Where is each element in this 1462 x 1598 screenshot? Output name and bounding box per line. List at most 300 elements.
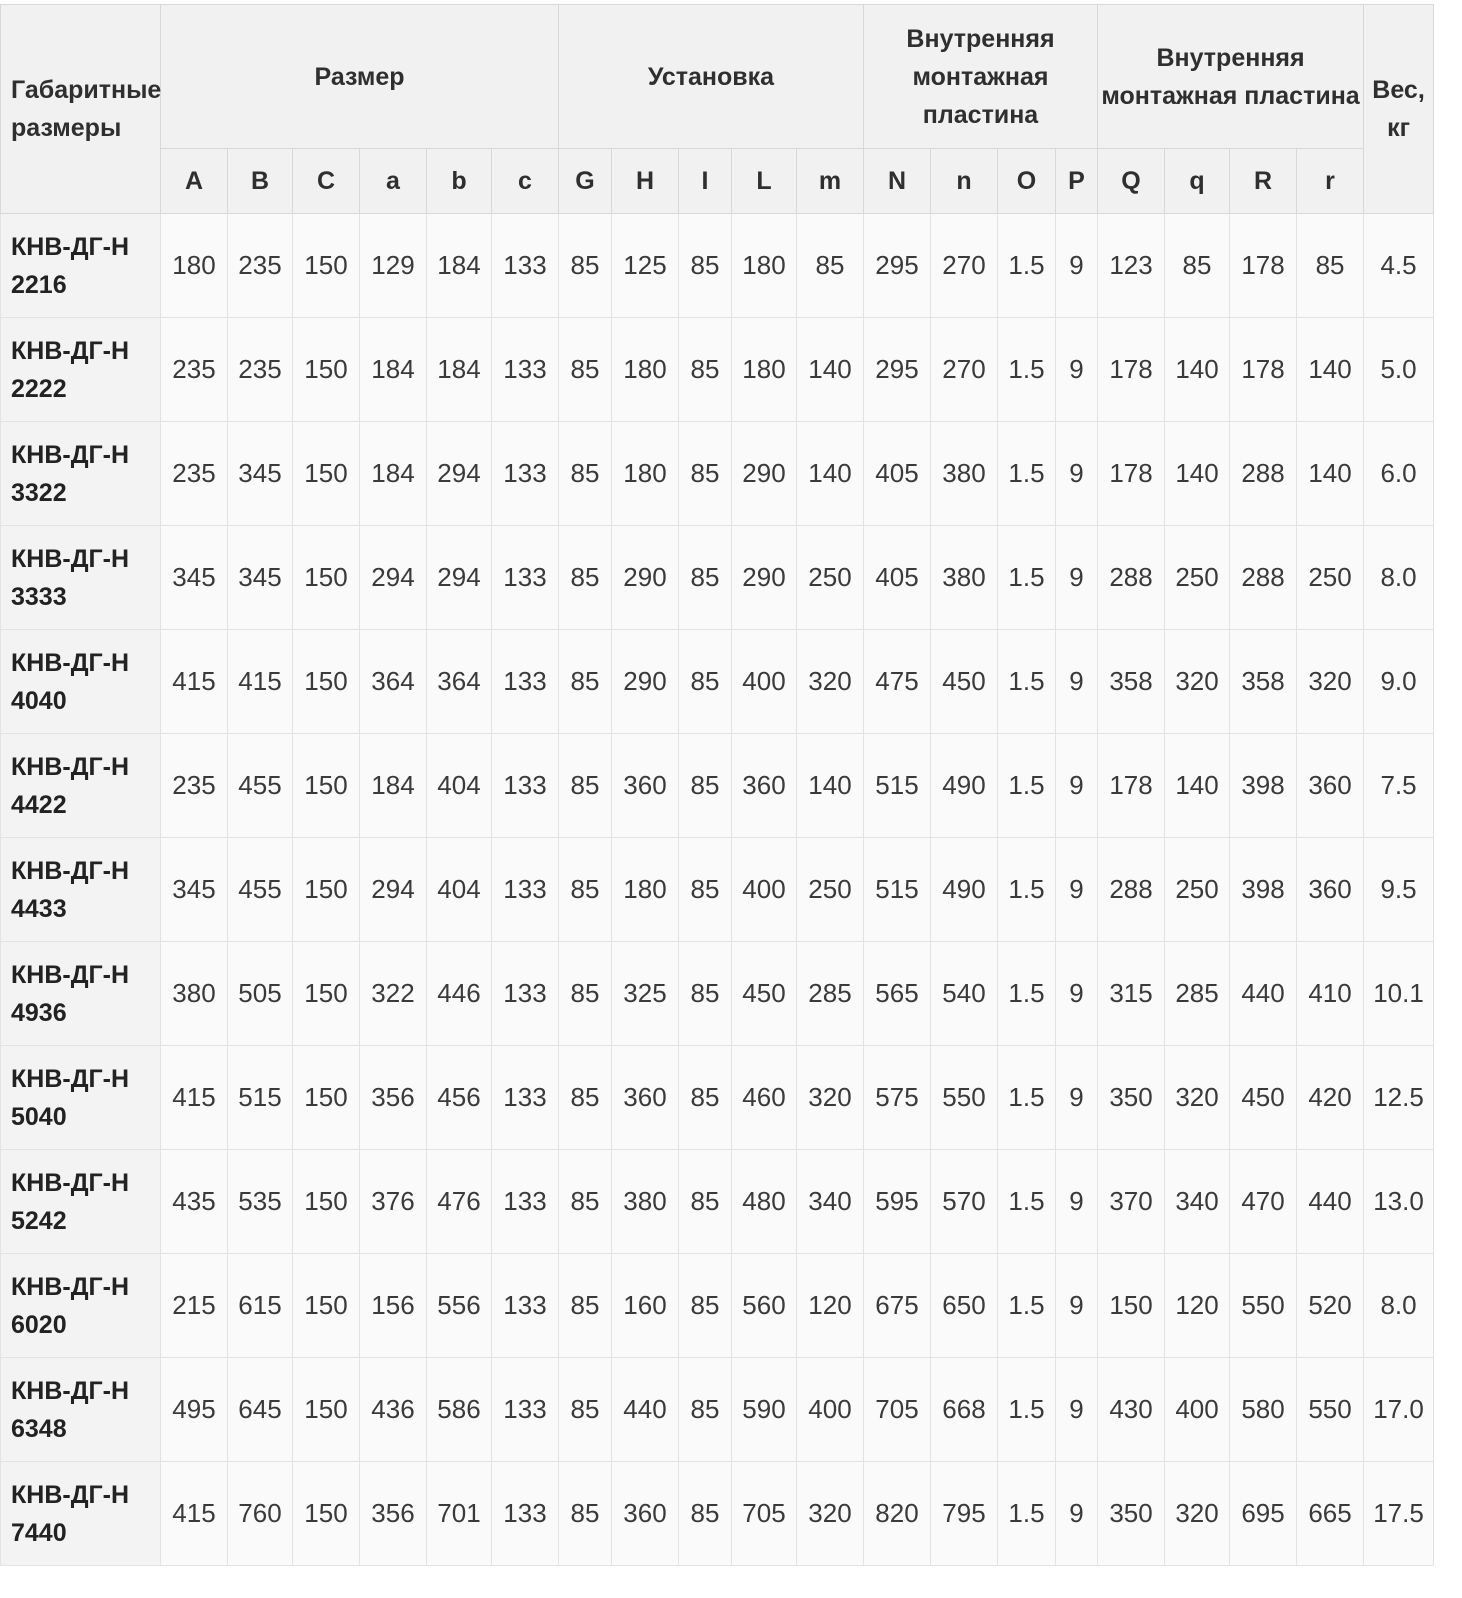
value-cell: 150	[293, 422, 360, 526]
value-cell: 405	[864, 422, 931, 526]
value-cell: 405	[864, 526, 931, 630]
value-cell: 400	[732, 630, 797, 734]
value-cell: 133	[492, 1150, 559, 1254]
value-cell: 540	[931, 942, 998, 1046]
value-cell: 340	[1165, 1150, 1230, 1254]
subcolumn-header: B	[228, 149, 293, 214]
value-cell: 178	[1098, 734, 1165, 838]
value-cell: 360	[612, 734, 679, 838]
model-cell: КНВ-ДГ-Н 4433	[1, 838, 161, 942]
value-cell: 133	[492, 1462, 559, 1566]
value-cell: 1.5	[998, 318, 1056, 422]
subcolumn-header: m	[797, 149, 864, 214]
value-cell: 345	[161, 838, 228, 942]
value-cell: 178	[1098, 318, 1165, 422]
value-cell: 460	[732, 1046, 797, 1150]
value-cell: 250	[1165, 838, 1230, 942]
value-cell: 350	[1098, 1046, 1165, 1150]
value-cell: 668	[931, 1358, 998, 1462]
weight-cell: 5.0	[1364, 318, 1434, 422]
value-cell: 85	[679, 942, 732, 1046]
value-cell: 315	[1098, 942, 1165, 1046]
value-cell: 85	[559, 630, 612, 734]
value-cell: 184	[360, 422, 427, 526]
value-cell: 85	[559, 526, 612, 630]
value-cell: 290	[612, 526, 679, 630]
value-cell: 120	[1165, 1254, 1230, 1358]
value-cell: 133	[492, 1358, 559, 1462]
model-cell: КНВ-ДГ-Н 7440	[1, 1462, 161, 1566]
value-cell: 85	[679, 214, 732, 318]
subcolumn-header: R	[1230, 149, 1297, 214]
value-cell: 515	[864, 838, 931, 942]
value-cell: 235	[161, 422, 228, 526]
value-cell: 85	[679, 734, 732, 838]
value-cell: 178	[1230, 318, 1297, 422]
value-cell: 290	[732, 526, 797, 630]
value-cell: 85	[679, 1150, 732, 1254]
table-body	[1, 214, 1434, 1566]
value-cell: 320	[1165, 1462, 1230, 1566]
value-cell: 795	[931, 1462, 998, 1566]
weight-cell: 8.0	[1364, 1254, 1434, 1358]
value-cell: 360	[1297, 838, 1364, 942]
value-cell: 270	[931, 214, 998, 318]
value-cell: 180	[612, 838, 679, 942]
value-cell: 760	[228, 1462, 293, 1566]
value-cell: 565	[864, 942, 931, 1046]
value-cell: 380	[161, 942, 228, 1046]
value-cell: 435	[161, 1150, 228, 1254]
value-cell: 1.5	[998, 422, 1056, 526]
value-cell: 120	[797, 1254, 864, 1358]
value-cell: 235	[161, 318, 228, 422]
value-cell: 150	[293, 1150, 360, 1254]
value-cell: 476	[427, 1150, 492, 1254]
value-cell: 150	[293, 1254, 360, 1358]
group-header-mounting-plate-2: Внутренняя монтажная пластина	[1098, 5, 1364, 149]
value-cell: 85	[679, 1462, 732, 1566]
value-cell: 1.5	[998, 1462, 1056, 1566]
value-cell: 123	[1098, 214, 1165, 318]
value-cell: 695	[1230, 1462, 1297, 1566]
value-cell: 650	[931, 1254, 998, 1358]
value-cell: 535	[228, 1150, 293, 1254]
value-cell: 150	[293, 838, 360, 942]
value-cell: 9	[1056, 1358, 1098, 1462]
subcolumn-header: G	[559, 149, 612, 214]
value-cell: 295	[864, 214, 931, 318]
value-cell: 550	[931, 1046, 998, 1150]
subcolumn-header: H	[612, 149, 679, 214]
value-cell: 1.5	[998, 1150, 1056, 1254]
value-cell: 404	[427, 838, 492, 942]
subcolumn-header: b	[427, 149, 492, 214]
value-cell: 470	[1230, 1150, 1297, 1254]
value-cell: 85	[679, 630, 732, 734]
value-cell: 250	[1165, 526, 1230, 630]
subcolumn-header: Q	[1098, 149, 1165, 214]
value-cell: 505	[228, 942, 293, 1046]
value-cell: 133	[492, 1046, 559, 1150]
value-cell: 250	[797, 838, 864, 942]
value-cell: 364	[427, 630, 492, 734]
value-cell: 180	[732, 214, 797, 318]
value-cell: 560	[732, 1254, 797, 1358]
value-cell: 180	[612, 318, 679, 422]
value-cell: 133	[492, 422, 559, 526]
subcolumn-header: O	[998, 149, 1056, 214]
value-cell: 140	[1165, 734, 1230, 838]
subcolumn-header: c	[492, 149, 559, 214]
value-cell: 150	[293, 1462, 360, 1566]
weight-cell: 8.0	[1364, 526, 1434, 630]
value-cell: 450	[1230, 1046, 1297, 1150]
value-cell: 85	[559, 1046, 612, 1150]
model-cell: КНВ-ДГ-Н 4040	[1, 630, 161, 734]
value-cell: 133	[492, 214, 559, 318]
value-cell: 178	[1230, 214, 1297, 318]
value-cell: 85	[1297, 214, 1364, 318]
value-cell: 364	[360, 630, 427, 734]
model-cell: КНВ-ДГ-Н 6348	[1, 1358, 161, 1462]
value-cell: 665	[1297, 1462, 1364, 1566]
value-cell: 595	[864, 1150, 931, 1254]
value-cell: 376	[360, 1150, 427, 1254]
value-cell: 285	[797, 942, 864, 1046]
subcolumn-header: N	[864, 149, 931, 214]
model-cell: КНВ-ДГ-Н 2216	[1, 214, 161, 318]
value-cell: 1.5	[998, 630, 1056, 734]
value-cell: 294	[360, 838, 427, 942]
value-cell: 436	[360, 1358, 427, 1462]
value-cell: 645	[228, 1358, 293, 1462]
model-cell: КНВ-ДГ-Н 2222	[1, 318, 161, 422]
value-cell: 446	[427, 942, 492, 1046]
value-cell: 358	[1098, 630, 1165, 734]
value-cell: 9	[1056, 526, 1098, 630]
value-cell: 285	[1165, 942, 1230, 1046]
value-cell: 370	[1098, 1150, 1165, 1254]
value-cell: 85	[679, 526, 732, 630]
value-cell: 133	[492, 318, 559, 422]
subcolumn-header: L	[732, 149, 797, 214]
subcolumn-header: C	[293, 149, 360, 214]
subcolumn-header: a	[360, 149, 427, 214]
value-cell: 235	[228, 214, 293, 318]
value-cell: 288	[1098, 838, 1165, 942]
value-cell: 85	[559, 942, 612, 1046]
value-cell: 125	[612, 214, 679, 318]
value-cell: 1.5	[998, 838, 1056, 942]
value-cell: 415	[228, 630, 293, 734]
subcolumn-header: I	[679, 149, 732, 214]
subcolumn-header: P	[1056, 149, 1098, 214]
weight-cell: 10.1	[1364, 942, 1434, 1046]
weight-column-header: Вес, кг	[1364, 5, 1434, 214]
value-cell: 705	[732, 1462, 797, 1566]
group-header-installation: Установка	[559, 5, 864, 149]
value-cell: 290	[612, 630, 679, 734]
value-cell: 520	[1297, 1254, 1364, 1358]
value-cell: 398	[1230, 734, 1297, 838]
value-cell: 705	[864, 1358, 931, 1462]
value-cell: 150	[293, 734, 360, 838]
value-cell: 9	[1056, 318, 1098, 422]
value-cell: 140	[1165, 318, 1230, 422]
value-cell: 380	[931, 422, 998, 526]
value-cell: 294	[427, 526, 492, 630]
weight-cell: 13.0	[1364, 1150, 1434, 1254]
value-cell: 294	[427, 422, 492, 526]
value-cell: 140	[797, 734, 864, 838]
value-cell: 9	[1056, 214, 1098, 318]
table-row	[1, 838, 1434, 942]
value-cell: 150	[293, 1046, 360, 1150]
value-cell: 85	[679, 838, 732, 942]
table-row	[1, 630, 1434, 734]
value-cell: 85	[679, 1046, 732, 1150]
value-cell: 356	[360, 1046, 427, 1150]
value-cell: 440	[612, 1358, 679, 1462]
value-cell: 322	[360, 942, 427, 1046]
value-cell: 85	[679, 1358, 732, 1462]
value-cell: 1.5	[998, 1358, 1056, 1462]
value-cell: 490	[931, 734, 998, 838]
value-cell: 580	[1230, 1358, 1297, 1462]
value-cell: 356	[360, 1462, 427, 1566]
table-row	[1, 734, 1434, 838]
model-cell: КНВ-ДГ-Н 5040	[1, 1046, 161, 1150]
value-cell: 320	[1297, 630, 1364, 734]
table-row	[1, 1046, 1434, 1150]
value-cell: 140	[1297, 422, 1364, 526]
weight-cell: 17.0	[1364, 1358, 1434, 1462]
subcolumn-header: r	[1297, 149, 1364, 214]
value-cell: 550	[1230, 1254, 1297, 1358]
value-cell: 360	[612, 1046, 679, 1150]
value-cell: 820	[864, 1462, 931, 1566]
value-cell: 590	[732, 1358, 797, 1462]
value-cell: 288	[1230, 526, 1297, 630]
model-cell: КНВ-ДГ-Н 4936	[1, 942, 161, 1046]
value-cell: 575	[864, 1046, 931, 1150]
dimensions-table	[0, 4, 1434, 1566]
value-cell: 288	[1230, 422, 1297, 526]
table-row	[1, 1358, 1434, 1462]
value-cell: 295	[864, 318, 931, 422]
value-cell: 398	[1230, 838, 1297, 942]
model-column-header: Габаритные размеры	[1, 5, 161, 214]
value-cell: 450	[732, 942, 797, 1046]
value-cell: 320	[797, 1462, 864, 1566]
weight-cell: 6.0	[1364, 422, 1434, 526]
group-header-mounting-plate-1: Внутренняя монтажная пластина	[864, 5, 1098, 149]
value-cell: 184	[360, 318, 427, 422]
value-cell: 235	[161, 734, 228, 838]
value-cell: 294	[360, 526, 427, 630]
value-cell: 440	[1297, 1150, 1364, 1254]
value-cell: 360	[732, 734, 797, 838]
value-cell: 701	[427, 1462, 492, 1566]
value-cell: 156	[360, 1254, 427, 1358]
model-cell: КНВ-ДГ-Н 5242	[1, 1150, 161, 1254]
value-cell: 133	[492, 630, 559, 734]
table-row	[1, 1254, 1434, 1358]
weight-cell: 17.5	[1364, 1462, 1434, 1566]
subcolumn-header: q	[1165, 149, 1230, 214]
weight-cell: 9.5	[1364, 838, 1434, 942]
value-cell: 150	[293, 942, 360, 1046]
subcolumn-header: A	[161, 149, 228, 214]
value-cell: 133	[492, 526, 559, 630]
value-cell: 140	[797, 422, 864, 526]
value-cell: 320	[797, 1046, 864, 1150]
value-cell: 320	[1165, 630, 1230, 734]
value-cell: 184	[427, 214, 492, 318]
value-cell: 495	[161, 1358, 228, 1462]
value-cell: 345	[228, 422, 293, 526]
value-cell: 180	[612, 422, 679, 526]
value-cell: 380	[931, 526, 998, 630]
value-cell: 1.5	[998, 1254, 1056, 1358]
value-cell: 400	[1165, 1358, 1230, 1462]
value-cell: 455	[228, 734, 293, 838]
value-cell: 675	[864, 1254, 931, 1358]
value-cell: 450	[931, 630, 998, 734]
value-cell: 215	[161, 1254, 228, 1358]
value-cell: 9	[1056, 1462, 1098, 1566]
weight-cell: 7.5	[1364, 734, 1434, 838]
value-cell: 150	[293, 318, 360, 422]
value-cell: 615	[228, 1254, 293, 1358]
table-row	[1, 422, 1434, 526]
value-cell: 325	[612, 942, 679, 1046]
value-cell: 400	[732, 838, 797, 942]
table-row	[1, 318, 1434, 422]
value-cell: 85	[559, 1150, 612, 1254]
value-cell: 85	[559, 734, 612, 838]
value-cell: 586	[427, 1358, 492, 1462]
value-cell: 184	[360, 734, 427, 838]
weight-cell: 12.5	[1364, 1046, 1434, 1150]
value-cell: 150	[293, 630, 360, 734]
weight-cell: 4.5	[1364, 214, 1434, 318]
value-cell: 85	[559, 838, 612, 942]
value-cell: 133	[492, 1254, 559, 1358]
value-cell: 85	[797, 214, 864, 318]
value-cell: 380	[612, 1150, 679, 1254]
model-cell: КНВ-ДГ-Н 6020	[1, 1254, 161, 1358]
value-cell: 556	[427, 1254, 492, 1358]
value-cell: 85	[559, 422, 612, 526]
value-cell: 480	[732, 1150, 797, 1254]
value-cell: 9	[1056, 1254, 1098, 1358]
model-cell: КНВ-ДГ-Н 3322	[1, 422, 161, 526]
table-row	[1, 526, 1434, 630]
value-cell: 85	[559, 1254, 612, 1358]
value-cell: 140	[1297, 318, 1364, 422]
value-cell: 85	[1165, 214, 1230, 318]
value-cell: 140	[797, 318, 864, 422]
value-cell: 1.5	[998, 214, 1056, 318]
value-cell: 85	[679, 318, 732, 422]
value-cell: 420	[1297, 1046, 1364, 1150]
value-cell: 475	[864, 630, 931, 734]
value-cell: 160	[612, 1254, 679, 1358]
table-row	[1, 1462, 1434, 1566]
value-cell: 1.5	[998, 1046, 1056, 1150]
value-cell: 340	[797, 1150, 864, 1254]
value-cell: 180	[161, 214, 228, 318]
table-row	[1, 214, 1434, 318]
value-cell: 1.5	[998, 942, 1056, 1046]
weight-cell: 9.0	[1364, 630, 1434, 734]
value-cell: 270	[931, 318, 998, 422]
value-cell: 150	[293, 526, 360, 630]
value-cell: 250	[1297, 526, 1364, 630]
value-cell: 140	[1165, 422, 1230, 526]
value-cell: 150	[1098, 1254, 1165, 1358]
value-cell: 180	[732, 318, 797, 422]
value-cell: 430	[1098, 1358, 1165, 1462]
value-cell: 320	[797, 630, 864, 734]
value-cell: 85	[559, 1462, 612, 1566]
value-cell: 178	[1098, 422, 1165, 526]
value-cell: 235	[228, 318, 293, 422]
value-cell: 133	[492, 838, 559, 942]
model-cell: КНВ-ДГ-Н 4422	[1, 734, 161, 838]
value-cell: 515	[864, 734, 931, 838]
value-cell: 133	[492, 942, 559, 1046]
value-cell: 440	[1230, 942, 1297, 1046]
value-cell: 490	[931, 838, 998, 942]
value-cell: 570	[931, 1150, 998, 1254]
value-cell: 404	[427, 734, 492, 838]
subcolumn-header: n	[931, 149, 998, 214]
value-cell: 133	[492, 734, 559, 838]
value-cell: 400	[797, 1358, 864, 1462]
table-row	[1, 942, 1434, 1046]
value-cell: 150	[293, 1358, 360, 1462]
value-cell: 85	[559, 1358, 612, 1462]
value-cell: 456	[427, 1046, 492, 1150]
value-cell: 358	[1230, 630, 1297, 734]
value-cell: 415	[161, 1462, 228, 1566]
value-cell: 9	[1056, 630, 1098, 734]
value-cell: 345	[228, 526, 293, 630]
value-cell: 9	[1056, 422, 1098, 526]
value-cell: 1.5	[998, 734, 1056, 838]
value-cell: 9	[1056, 838, 1098, 942]
value-cell: 85	[679, 422, 732, 526]
table-row	[1, 1150, 1434, 1254]
model-cell: КНВ-ДГ-Н 3333	[1, 526, 161, 630]
value-cell: 320	[1165, 1046, 1230, 1150]
value-cell: 9	[1056, 1150, 1098, 1254]
value-cell: 288	[1098, 526, 1165, 630]
group-header-size: Размер	[161, 5, 559, 149]
header-subcolumn-row	[1, 149, 1434, 214]
value-cell: 129	[360, 214, 427, 318]
header-group-row	[1, 5, 1434, 149]
value-cell: 85	[559, 318, 612, 422]
value-cell: 290	[732, 422, 797, 526]
value-cell: 550	[1297, 1358, 1364, 1462]
value-cell: 85	[559, 214, 612, 318]
value-cell: 350	[1098, 1462, 1165, 1566]
value-cell: 415	[161, 630, 228, 734]
